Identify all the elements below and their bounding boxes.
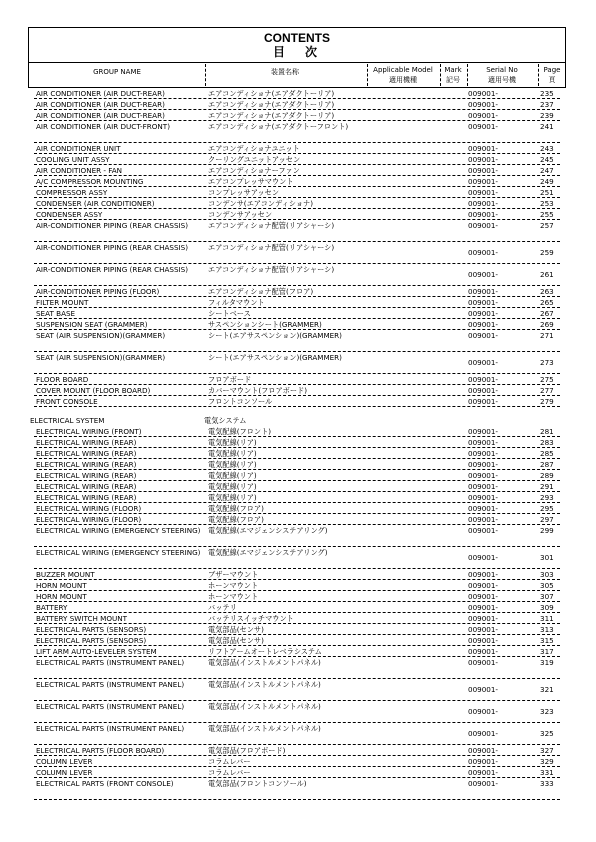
table-row xyxy=(28,165,566,176)
serial-no: 009001- xyxy=(468,647,499,656)
table-row xyxy=(28,547,566,569)
page-number: 329 xyxy=(540,757,554,766)
page-number: 289 xyxy=(540,471,554,480)
table-row xyxy=(28,580,566,591)
table-row xyxy=(28,308,566,319)
page-number: 313 xyxy=(540,625,554,634)
part-name: フロアボード xyxy=(208,375,252,384)
serial-no: 009001- xyxy=(468,155,499,164)
table-row xyxy=(28,385,566,396)
table-row xyxy=(28,503,566,514)
group-name: ELECTRICAL WIRING (FLOOR) xyxy=(36,504,142,513)
serial-no: 009001- xyxy=(468,614,499,623)
header-serial-en: Serial No xyxy=(486,66,518,74)
serial-no: 009001- xyxy=(468,592,499,601)
page-number: 297 xyxy=(540,515,554,524)
group-name: ELECTRICAL PARTS (INSTRUMENT PANEL) xyxy=(36,658,185,667)
table-row xyxy=(28,99,566,110)
serial-no: 009001- xyxy=(468,768,499,777)
table-row xyxy=(28,481,566,492)
table-row xyxy=(28,396,566,407)
group-name: FLOOR BOARD xyxy=(36,375,89,384)
page-number: 241 xyxy=(540,122,554,131)
table-row xyxy=(28,88,566,99)
part-name: コンプレッサアッセン xyxy=(208,188,280,197)
serial-no: 009001- xyxy=(468,570,499,579)
serial-no: 009001- xyxy=(468,89,499,98)
page-number: 271 xyxy=(540,331,554,340)
serial-no: 009001- xyxy=(468,603,499,612)
header-model xyxy=(367,63,439,87)
page-number: 323 xyxy=(540,707,554,716)
header-model-en: Applicable Model xyxy=(373,66,433,74)
page-number: 305 xyxy=(540,581,554,590)
table-row xyxy=(28,767,566,778)
serial-no: 009001- xyxy=(468,144,499,153)
serial-no: 009001- xyxy=(468,636,499,645)
page-number: 245 xyxy=(540,155,554,164)
part-name: エアコンプレッサマウント xyxy=(208,177,294,186)
group-name: FILTER MOUNT xyxy=(36,298,89,307)
part-name: エアコンディショナーファン xyxy=(208,166,300,175)
part-name: バッテリ xyxy=(208,603,237,612)
part-name: 電気部品(インストルメントパネル) xyxy=(208,680,321,689)
page-number: 261 xyxy=(540,270,554,279)
table-row xyxy=(28,330,566,352)
section-heading-jp: 電気システム xyxy=(204,416,247,425)
page-number: 239 xyxy=(540,111,554,120)
table-row xyxy=(28,286,566,297)
part-name: 電気配線(リア) xyxy=(208,460,257,469)
group-name: FRONT CONSOLE xyxy=(36,397,98,406)
serial-no: 009001- xyxy=(468,504,499,513)
group-name: AIR CONDITIONER - FAN xyxy=(36,166,123,175)
serial-no: 009001- xyxy=(468,386,499,395)
part-name: コンデンサアッセン xyxy=(208,210,273,219)
group-name: AIR CONDITIONER (AIR DUCT-REAR) xyxy=(36,89,165,98)
serial-no: 009001- xyxy=(468,493,499,502)
part-name: ホーンマウント xyxy=(208,581,259,590)
part-name: エアコンディショナ配管(リアシャーシ) xyxy=(208,243,335,252)
group-name: ELECTRICAL PARTS (FRONT CONSOLE) xyxy=(36,779,174,788)
serial-no: 009001- xyxy=(468,482,499,491)
group-name: AIR CONDITIONER (AIR DUCT-REAR) xyxy=(36,100,165,109)
page-number: 247 xyxy=(540,166,554,175)
table-row xyxy=(28,514,566,525)
page-number: 277 xyxy=(540,386,554,395)
page-number: 257 xyxy=(540,221,554,230)
part-name: エアコンディショナ(エアダクトーリア) xyxy=(208,100,335,109)
table-row xyxy=(28,352,566,374)
page-number: 291 xyxy=(540,482,554,491)
serial-no: 009001- xyxy=(468,779,499,788)
page-number: 255 xyxy=(540,210,554,219)
group-name: A/C COMPRESSOR MOUNTING xyxy=(36,177,144,186)
page-number: 303 xyxy=(540,570,554,579)
table-row xyxy=(28,635,566,646)
part-name: コンデンサ(エアコンディショナ) xyxy=(208,199,314,208)
group-name: SEAT (AIR SUSPENSION)(GRAMMER) xyxy=(36,331,166,340)
group-name: SEAT BASE xyxy=(36,309,76,318)
part-name: エアコンディショナユニット xyxy=(208,144,300,153)
part-name: エアコンディショナ(エアダクトーリア) xyxy=(208,111,335,120)
serial-no: 009001- xyxy=(468,320,499,329)
part-name: エアコンディショナ配管(リアシャーシ) xyxy=(208,265,335,274)
part-name: 電気配線(リア) xyxy=(208,493,257,502)
part-name: エアコンディショナ(エアダクトーリア) xyxy=(208,89,335,98)
table-row xyxy=(28,110,566,121)
table-row xyxy=(28,525,566,547)
part-name: シート(エアサスペンション)(GRAMMER) xyxy=(208,331,342,340)
page-number: 249 xyxy=(540,177,554,186)
table-row xyxy=(28,176,566,187)
table-row xyxy=(28,745,566,756)
page-number: 237 xyxy=(540,100,554,109)
part-name: コラムレバー xyxy=(208,768,251,777)
table-row xyxy=(28,701,566,723)
part-name: コラムレバー xyxy=(208,757,251,766)
table-row xyxy=(28,470,566,481)
page-number: 299 xyxy=(540,526,554,535)
serial-no: 009001- xyxy=(468,757,499,766)
group-name: AIR-CONDITIONER PIPING (REAR CHASSIS) xyxy=(36,243,189,252)
table-row xyxy=(28,459,566,470)
table-row xyxy=(28,437,566,448)
page-number: 317 xyxy=(540,647,554,656)
group-name: SUSPENSION SEAT (GRAMMER) xyxy=(36,320,148,329)
group-name: HORN MOUNT xyxy=(36,592,87,601)
header-mark-jp: 記号 xyxy=(446,76,460,84)
part-name: バッテリスイッチマウント xyxy=(208,614,294,623)
table-row xyxy=(28,602,566,613)
part-name: 電気配線(リア) xyxy=(208,449,257,458)
page-number: 315 xyxy=(540,636,554,645)
section-heading-en: ELECTRICAL SYSTEM xyxy=(30,416,105,425)
table-row xyxy=(28,198,566,209)
group-name: CONDENSER ASSY xyxy=(36,210,103,219)
contents-page xyxy=(28,27,566,800)
part-name: 電気部品(センサ) xyxy=(208,636,264,645)
part-name: ブザーマウント xyxy=(208,570,259,579)
page-number: 235 xyxy=(540,89,554,98)
group-name: AIR-CONDITIONER PIPING (REAR CHASSIS) xyxy=(36,265,189,274)
part-name: 電気配線(リア) xyxy=(208,471,257,480)
table-row xyxy=(28,426,566,437)
header-page-en: Page xyxy=(543,66,561,74)
title-box xyxy=(28,27,566,63)
table-row xyxy=(28,723,566,745)
group-name: ELECTRICAL WIRING (REAR) xyxy=(36,460,137,469)
page-number: 321 xyxy=(540,685,554,694)
group-name: ELECTRICAL PARTS (FLOOR BOARD) xyxy=(36,746,165,755)
table-row xyxy=(28,448,566,459)
header-model-jp: 適用機種 xyxy=(389,76,417,84)
table-row xyxy=(28,591,566,602)
page-number: 311 xyxy=(540,614,554,623)
page-number: 259 xyxy=(540,248,554,257)
serial-no: 009001- xyxy=(468,331,499,340)
page-number: 275 xyxy=(540,375,554,384)
page-number: 273 xyxy=(540,358,554,367)
part-name: ホーンマウント xyxy=(208,592,259,601)
part-name: フロントコンソール xyxy=(208,397,273,406)
serial-no: 009001- xyxy=(468,729,499,738)
part-name: シート(エアサスペンション)(GRAMMER) xyxy=(208,353,342,362)
table-row xyxy=(28,143,566,154)
serial-no: 009001- xyxy=(468,707,499,716)
table-row xyxy=(28,679,566,701)
part-name: 電気部品(インストルメントパネル) xyxy=(208,724,321,733)
header-group: GROUP NAME xyxy=(93,68,141,76)
group-name: ELECTRICAL PARTS (SENSORS) xyxy=(36,636,147,645)
group-name: LIFT ARM AUTO-LEVELER SYSTEM xyxy=(36,647,157,656)
group-name: COOLING UNIT ASSY xyxy=(36,155,110,164)
group-name: ELECTRICAL WIRING (EMERGENCY STEERING) xyxy=(36,548,201,557)
serial-no: 009001- xyxy=(468,375,499,384)
table-row xyxy=(28,778,566,800)
part-name: 電気部品(インストルメントパネル) xyxy=(208,658,321,667)
serial-no: 009001- xyxy=(468,166,499,175)
page-number: 281 xyxy=(540,427,554,436)
part-name: フィルタマウント xyxy=(208,298,265,307)
part-name: 電気配線(フロア) xyxy=(208,515,264,524)
group-name: BATTERY xyxy=(36,603,68,612)
serial-no: 009001- xyxy=(468,287,499,296)
part-name: 電気配線(エマジェンシステアリング) xyxy=(208,548,328,557)
table-row xyxy=(28,209,566,220)
table-header xyxy=(28,63,566,88)
page-number: 327 xyxy=(540,746,554,755)
page-number: 269 xyxy=(540,320,554,329)
table-row xyxy=(28,264,566,286)
serial-no: 009001- xyxy=(468,553,499,562)
header-serial xyxy=(467,63,537,87)
table-row xyxy=(28,242,566,264)
serial-no: 009001- xyxy=(468,221,499,230)
page-number: 307 xyxy=(540,592,554,601)
group-name: COVER MOUNT (FLOOR BOARD) xyxy=(36,386,151,395)
group-name: ELECTRICAL WIRING (REAR) xyxy=(36,438,137,447)
page-number: 251 xyxy=(540,188,554,197)
group-name: ELECTRICAL WIRING (REAR) xyxy=(36,493,137,502)
serial-no: 009001- xyxy=(468,111,499,120)
page-number: 279 xyxy=(540,397,554,406)
group-name: ELECTRICAL WIRING (REAR) xyxy=(36,449,137,458)
table-row xyxy=(28,613,566,624)
serial-no: 009001- xyxy=(468,122,499,131)
part-name: カバーマウント(フロアボード) xyxy=(208,386,308,395)
part-name: 電気配線(フロント) xyxy=(208,427,272,436)
page-number: 285 xyxy=(540,449,554,458)
table-row xyxy=(28,154,566,165)
table-row xyxy=(28,492,566,503)
serial-no: 009001- xyxy=(468,526,499,535)
page-number: 243 xyxy=(540,144,554,153)
page-number: 331 xyxy=(540,768,554,777)
serial-no: 009001- xyxy=(468,210,499,219)
serial-no: 009001- xyxy=(468,581,499,590)
title-japanese: 目 次 xyxy=(272,45,321,59)
page-number: 287 xyxy=(540,460,554,469)
group-name: ELECTRICAL WIRING (REAR) xyxy=(36,482,137,491)
group-name: ELECTRICAL PARTS (INSTRUMENT PANEL) xyxy=(36,724,185,733)
group-name: ELECTRICAL WIRING (FLOOR) xyxy=(36,515,142,524)
serial-no: 009001- xyxy=(468,100,499,109)
group-name: BATTERY SWITCH MOUNT xyxy=(36,614,128,623)
group-name: HORN MOUNT xyxy=(36,581,87,590)
group-name: ELECTRICAL PARTS (SENSORS) xyxy=(36,625,147,634)
table-row xyxy=(28,569,566,580)
table-row xyxy=(28,756,566,767)
serial-no: 009001- xyxy=(468,449,499,458)
part-name: 電気部品(フロントコンソール) xyxy=(208,779,307,788)
page-number: 333 xyxy=(540,779,554,788)
part-name: エアコンディショナ配管(リアシャーシ) xyxy=(208,221,335,230)
table-row xyxy=(28,319,566,330)
title-english: CONTENTS xyxy=(264,31,330,45)
part-name: 電気配線(エマジェンシステアリング) xyxy=(208,526,328,535)
group-name: ELECTRICAL WIRING (FRONT) xyxy=(36,427,142,436)
group-name: AIR-CONDITIONER PIPING (REAR CHASSIS) xyxy=(36,221,189,230)
header-serial-jp: 適用号機 xyxy=(488,76,516,84)
group-name: ELECTRICAL WIRING (EMERGENCY STEERING) xyxy=(36,526,201,535)
page-number: 309 xyxy=(540,603,554,612)
part-name: 電気部品(センサ) xyxy=(208,625,264,634)
page-number: 253 xyxy=(540,199,554,208)
header-mark xyxy=(440,63,466,87)
serial-no: 009001- xyxy=(468,471,499,480)
serial-no: 009001- xyxy=(468,199,499,208)
part-name: リフトアームオートレベラシステム xyxy=(208,647,322,656)
group-name: AIR CONDITIONER (AIR DUCT-FRONT) xyxy=(36,122,170,131)
table-row xyxy=(28,374,566,385)
serial-no: 009001- xyxy=(468,298,499,307)
table-row xyxy=(28,657,566,679)
page-number: 265 xyxy=(540,298,554,307)
group-name: ELECTRICAL PARTS (INSTRUMENT PANEL) xyxy=(36,702,185,711)
page-number: 325 xyxy=(540,729,554,738)
page-number: 301 xyxy=(540,553,554,562)
part-name: 電気部品(インストルメントパネル) xyxy=(208,702,321,711)
part-name: サスペンションシート(GRAMMER) xyxy=(208,320,322,329)
serial-no: 009001- xyxy=(468,358,499,367)
table-row xyxy=(28,121,566,143)
serial-no: 009001- xyxy=(468,309,499,318)
part-name: エアコンディショナ(エアダクトーフロント) xyxy=(208,122,349,131)
group-name: COLUMN LEVER xyxy=(36,757,93,766)
group-name: COLUMN LEVER xyxy=(36,768,93,777)
contents-list-electrical xyxy=(28,426,566,800)
part-name: 電気配線(フロア) xyxy=(208,504,264,513)
contents-list-air-seat xyxy=(28,88,566,407)
part-name: 電気配線(リア) xyxy=(208,482,257,491)
serial-no: 009001- xyxy=(468,427,499,436)
group-name: AIR-CONDITIONER PIPING (FLOOR) xyxy=(36,287,160,296)
group-name: AIR CONDITIONER UNIT xyxy=(36,144,121,153)
header-page-jp: 頁 xyxy=(548,76,556,84)
serial-no: 009001- xyxy=(468,270,499,279)
page-number: 283 xyxy=(540,438,554,447)
part-name: エアコンディショナ配管(フロア) xyxy=(208,287,314,296)
part-name: クーリングユニットアッセン xyxy=(208,155,301,164)
table-row xyxy=(28,646,566,657)
table-row xyxy=(28,220,566,242)
group-name: AIR CONDITIONER (AIR DUCT-REAR) xyxy=(36,111,165,120)
page-number: 263 xyxy=(540,287,554,296)
serial-no: 009001- xyxy=(468,685,499,694)
page-number: 293 xyxy=(540,493,554,502)
serial-no: 009001- xyxy=(468,397,499,406)
part-name: シートベース xyxy=(208,309,251,318)
part-name: 電気部品(フロアボード) xyxy=(208,746,286,755)
page-number: 267 xyxy=(540,309,554,318)
group-name: BUZZER MOUNT xyxy=(36,570,95,579)
serial-no: 009001- xyxy=(468,460,499,469)
serial-no: 009001- xyxy=(468,177,499,186)
table-row xyxy=(28,187,566,198)
part-name: 電気配線(リア) xyxy=(208,438,257,447)
page-number: 295 xyxy=(540,504,554,513)
serial-no: 009001- xyxy=(468,515,499,524)
group-name: SEAT (AIR SUSPENSION)(GRAMMER) xyxy=(36,353,166,362)
table-row xyxy=(28,624,566,635)
group-name: ELECTRICAL WIRING (REAR) xyxy=(36,471,137,480)
serial-no: 009001- xyxy=(468,248,499,257)
header-page xyxy=(538,63,566,87)
serial-no: 009001- xyxy=(468,438,499,447)
page-number: 319 xyxy=(540,658,554,667)
section-heading xyxy=(28,415,566,426)
serial-no: 009001- xyxy=(468,188,499,197)
serial-no: 009001- xyxy=(468,658,499,667)
header-name: 装置名称 xyxy=(271,68,299,76)
serial-no: 009001- xyxy=(468,746,499,755)
group-name: ELECTRICAL PARTS (INSTRUMENT PANEL) xyxy=(36,680,185,689)
serial-no: 009001- xyxy=(468,625,499,634)
table-row xyxy=(28,297,566,308)
header-mark-en: Mark xyxy=(444,66,462,74)
group-name: COMPRESSOR ASSY xyxy=(36,188,108,197)
group-name: CONDENSER (AIR CONDITIONER) xyxy=(36,199,155,208)
